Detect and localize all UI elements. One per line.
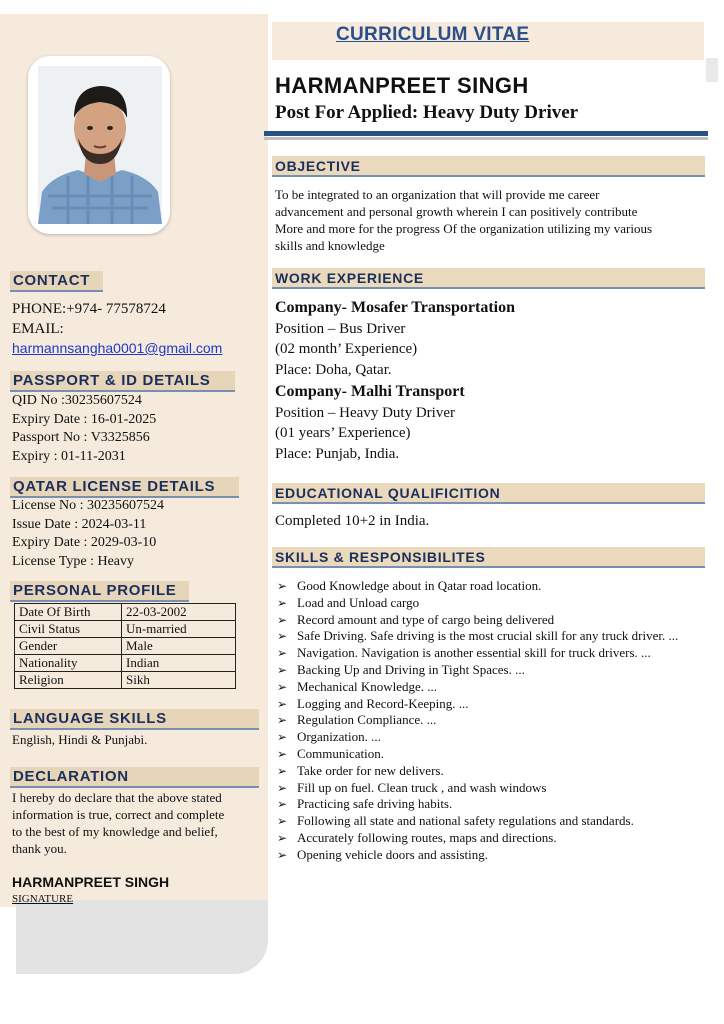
declaration-line: thank you. — [12, 841, 67, 856]
declaration-text — [12, 789, 224, 857]
candidate-name: HARMANPREET SINGH — [275, 73, 529, 98]
profile-key: Civil Status — [15, 621, 122, 638]
profile-value: Indian — [122, 655, 236, 672]
job-entry — [275, 382, 465, 464]
profile-key: Gender — [15, 638, 122, 655]
passport-section — [12, 392, 156, 466]
profile-key: Date Of Birth — [15, 604, 122, 621]
job-position: Position – Bus Driver — [275, 320, 406, 337]
email-link[interactable]: harmannsangha0001@gmail.com — [12, 340, 223, 356]
phone-text: PHONE:+974- 77578724 — [12, 301, 166, 317]
objective-heading: OBJECTIVE — [272, 156, 705, 177]
profile-value: Un-married — [122, 621, 236, 638]
list-item: ➢ Logging and Record-Keeping. ... — [275, 696, 705, 713]
profile-photo — [38, 66, 162, 224]
list-item: ➢ Opening vehicle doors and assisting. — [275, 847, 705, 864]
profile-value: 22-03-2002 — [122, 604, 236, 621]
profile-table — [14, 603, 236, 689]
scrollbar-thumb[interactable] — [706, 58, 718, 82]
license-line: Expiry Date : 2029-03-10 — [12, 535, 157, 550]
table-row — [15, 638, 236, 655]
passport-line: QID No :30235607524 — [12, 393, 142, 408]
profile-key: Nationality — [15, 655, 122, 672]
license-heading: QATAR LICENSE DETAILS — [10, 477, 239, 498]
list-item: ➢ Take order for new delivers. — [275, 763, 705, 780]
skills-heading: SKILLS & RESPONSIBILITES — [272, 547, 705, 568]
job-place: Place: Doha, Qatar. — [275, 361, 392, 378]
signature-label: SIGNATURE — [12, 893, 74, 905]
table-row — [15, 655, 236, 672]
declaration-line: to the best of my knowledge and belief, — [12, 824, 218, 839]
education-text: Completed 10+2 in India. — [275, 513, 430, 529]
list-item: ➢ Load and Unload cargo — [275, 595, 705, 612]
list-item: ➢ Good Knowledge about in Qatar road location. — [275, 578, 705, 595]
email-label: EMAIL: — [12, 320, 64, 337]
objective-text — [275, 186, 705, 254]
job-duration: (02 month’ Experience) — [275, 341, 418, 357]
education-heading: EDUCATIONAL QUALIFICITION — [272, 483, 705, 504]
list-item: ➢ Backing Up and Driving in Tight Spaces. ... — [275, 662, 705, 679]
job-company: Company- Malhi Transport — [275, 383, 465, 400]
language-heading: LANGUAGE SKILLS — [10, 709, 259, 730]
profile-heading: PERSONAL PROFILE — [10, 581, 189, 602]
table-row — [15, 604, 236, 621]
list-item: ➢ Fill up on fuel. Clean truck , and wash windows — [275, 780, 705, 797]
table-row — [15, 672, 236, 689]
job-company: Company- Mosafer Transportation — [275, 299, 515, 316]
declaration-line: I hereby do declare that the above stated — [12, 790, 222, 805]
license-line: License Type : Heavy — [12, 553, 134, 569]
job-entry — [275, 298, 515, 380]
contact-section — [12, 300, 222, 359]
passport-line: Expiry Date : 16-01-2025 — [12, 411, 157, 427]
list-item: ➢ Regulation Compliance. ... — [275, 712, 705, 729]
license-line: Issue Date : 2024-03-11 — [12, 516, 147, 532]
cv-title: CURRICULUM VITAE — [336, 24, 530, 45]
list-item: ➢ Record amount and type of cargo being delivered — [275, 612, 705, 629]
declaration-heading: DECLARATION — [10, 767, 259, 788]
list-item: ➢ Safe Driving. Safe driving is the most crucial skill for any truck driver. ... — [275, 628, 705, 645]
job-place: Place: Punjab, India. — [275, 445, 400, 462]
passport-line: Passport No : V3325856 — [12, 430, 150, 445]
license-line: License No : 30235607524 — [12, 498, 165, 513]
header-divider — [264, 131, 708, 136]
list-item: ➢ Accurately following routes, maps and directions. — [275, 830, 705, 847]
passport-line: Expiry : 01-11-2031 — [12, 448, 126, 464]
profile-value: Sikh — [122, 672, 236, 689]
list-item: ➢ Communication. — [275, 746, 705, 763]
job-duration: (01 years’ Experience) — [275, 425, 411, 441]
objective-line: More and more for the progress Of the organization utilizing my various — [275, 221, 653, 236]
profile-photo-illustration — [38, 66, 162, 224]
post-applied: Post For Applied: Heavy Duty Driver — [275, 102, 579, 123]
table-row — [15, 621, 236, 638]
objective-line: To be integrated to an organization that will provide me career — [275, 187, 600, 202]
declaration-line: information is true, correct and complete — [12, 807, 225, 822]
objective-line: advancement and personal growth wherein I can positively contribute — [275, 204, 638, 219]
header-divider-shadow — [264, 137, 708, 140]
sidebar-shadow — [16, 900, 268, 974]
objective-line: skills and knowledge — [275, 238, 385, 253]
contact-heading: CONTACT — [10, 271, 103, 292]
list-item: ➢ Mechanical Knowledge. ... — [275, 679, 705, 696]
language-text: English, Hindi & Punjabi. — [12, 732, 148, 747]
profile-value: Male — [122, 638, 236, 655]
passport-heading: PASSPORT & ID DETAILS — [10, 371, 235, 392]
list-item: ➢ Following all state and national safety regulations and standards. — [275, 813, 705, 830]
job-position: Position – Heavy Duty Driver — [275, 404, 455, 421]
profile-key: Religion — [15, 672, 122, 689]
license-section — [12, 497, 164, 571]
skills-list — [275, 578, 705, 864]
list-item: ➢ Organization. ... — [275, 729, 705, 746]
signature-name: HARMANPREET SINGH — [12, 874, 170, 890]
list-item: ➢ Navigation. Navigation is another essential skill for truck drivers. ... — [275, 645, 705, 662]
list-item: ➢ Practicing safe driving habits. — [275, 796, 705, 813]
experience-heading: WORK EXPERIENCE — [272, 268, 705, 289]
